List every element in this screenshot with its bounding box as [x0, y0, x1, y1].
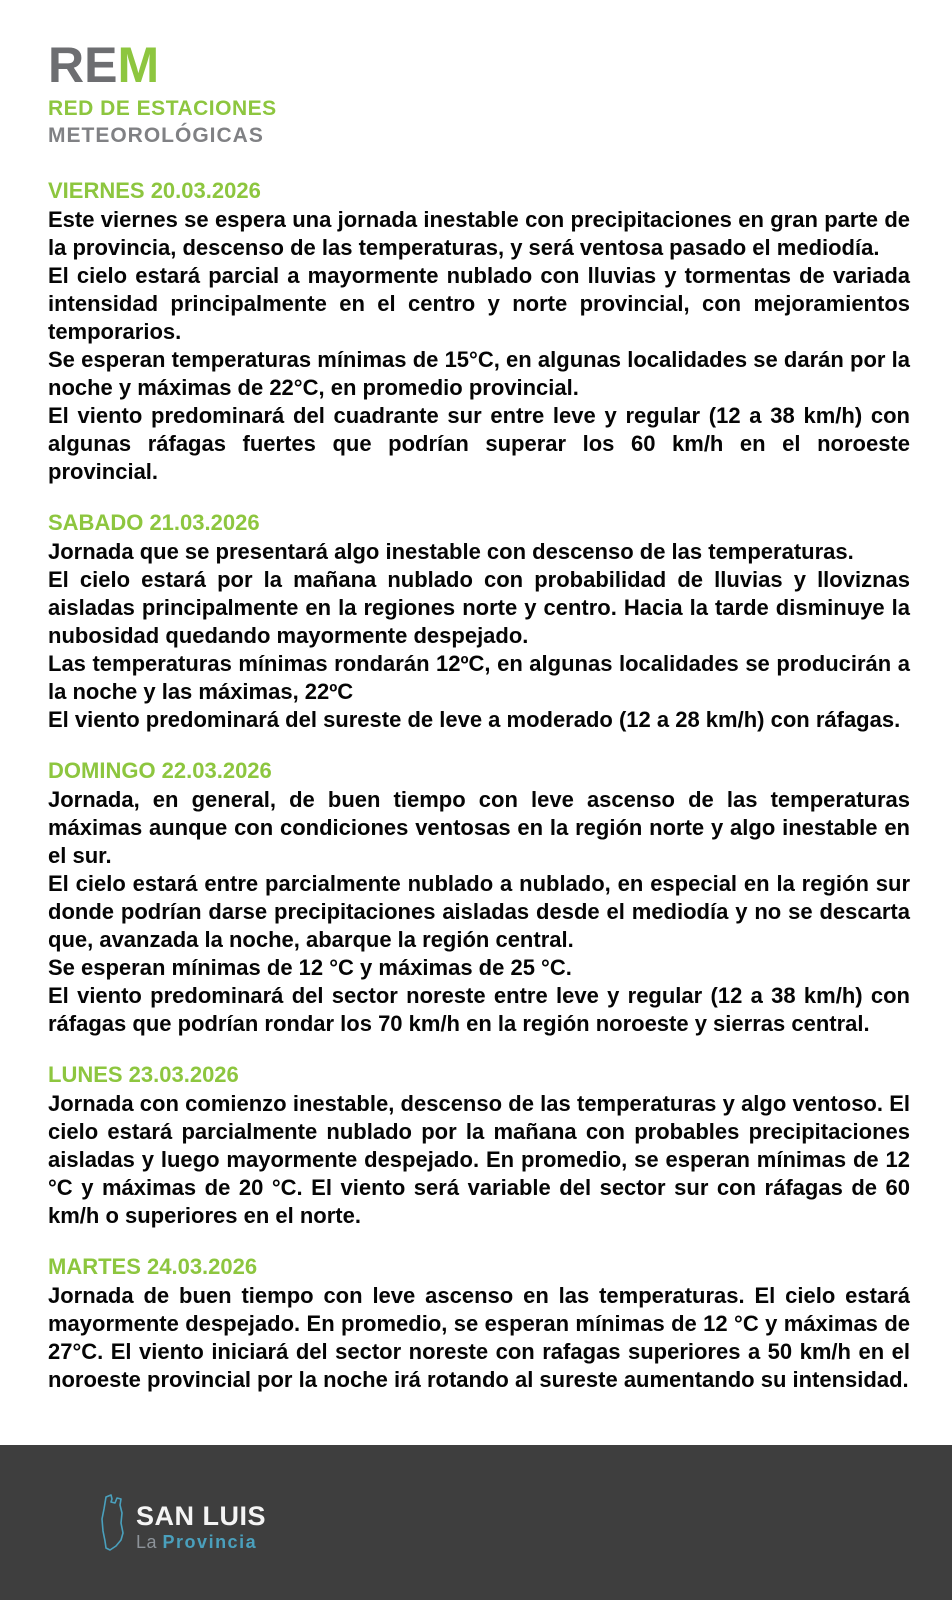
forecast-content	[0, 148, 952, 1445]
forecast-section-martes	[48, 1254, 910, 1394]
day-heading-lunes: LUNES 23.03.2026	[48, 1062, 239, 1087]
san-luis-tagline-word: Provincia	[162, 1531, 258, 1552]
forecast-paragraph: Jornada con comienzo inestable, descenso de las temperaturas y algo ventoso. El cielo estará parcialmente nublado por la mañana con probables precipitaciones aisladas y luego mayormente despejado. En promedio, se esperan mínimas de 12 °C y máximas de 20 °C. El viento será variable del sector sur con ráfagas de 60 km/h o superiores en el norte.	[48, 1091, 910, 1228]
forecast-paragraph: El cielo estará parcial a mayormente nublado con lluvias y tormentas de variada intensidad principalmente en el centro y norte provincial, con mejoramientos temporarios.	[48, 263, 910, 344]
rem-subtitle-line2: METEOROLÓGICAS	[48, 124, 264, 147]
forecast-section-domingo	[48, 758, 910, 1038]
footer	[0, 1445, 952, 1600]
rem-logo-gray-letters: RE	[48, 37, 118, 93]
forecast-paragraph: El viento predominará del sector noreste entre leve y regular (12 a 38 km/h) con ráfagas que podrían rondar los 70 km/h en la región noroeste y sierras central.	[48, 983, 910, 1036]
day-heading-sabado: SABADO 21.03.2026	[48, 510, 260, 535]
san-luis-tagline-prefix: La	[136, 1531, 158, 1552]
rem-logo	[48, 37, 912, 93]
forecast-paragraph: El cielo estará entre parcialmente nublado a nublado, en especial en la región sur donde podrían darse precipitaciones aisladas desde el mediodía y no se descarta que, avanzada la noche, abarque la región central.	[48, 871, 910, 952]
forecast-paragraph: Se esperan temperaturas mínimas de 15°C, en algunas localidades se darán por la noche y máximas de 22°C, en promedio provincial.	[48, 347, 910, 400]
san-luis-brand: SAN LUIS	[136, 1500, 267, 1531]
forecast-paragraph: Se esperan mínimas de 12 °C y máximas de 25 °C.	[48, 955, 572, 980]
rem-logo-green-letter: M	[117, 37, 160, 93]
san-luis-tagline	[136, 1533, 266, 1551]
forecast-section-lunes	[48, 1062, 910, 1230]
forecast-paragraph: El viento predominará del cuadrante sur entre leve y regular (12 a 38 km/h) con algunas ráfagas fuertes que podrían superar los 60 km/h en el noroeste provincial.	[48, 403, 910, 484]
forecast-paragraph: El cielo estará por la mañana nublado con probabilidad de lluvias y lloviznas aisladas principalmente en la regiones norte y centro. Hacia la tarde disminuye la nubosidad quedando mayormente despejado.	[48, 567, 910, 648]
forecast-section-sabado	[48, 510, 910, 734]
san-luis-province-outline-icon	[95, 1493, 129, 1553]
day-heading-domingo: DOMINGO 22.03.2026	[48, 758, 272, 783]
forecast-paragraph: El viento predominará del sureste de leve a moderado (12 a 28 km/h) con ráfagas.	[48, 707, 901, 732]
forecast-paragraph: Este viernes se espera una jornada inestable con precipitaciones en gran parte de la provincia, descenso de las temperaturas, y será ventosa pasado el mediodía.	[48, 207, 910, 260]
day-heading-martes: MARTES 24.03.2026	[48, 1254, 258, 1279]
rem-header	[0, 0, 952, 148]
san-luis-logo-text	[136, 1495, 266, 1551]
day-heading-viernes: VIERNES 20.03.2026	[48, 178, 261, 203]
san-luis-logo	[95, 1493, 266, 1553]
forecast-paragraph: Jornada de buen tiempo con leve ascenso en las temperaturas. El cielo estará mayormente despejado. En promedio, se esperan mínimas de 12 °C y máximas de 27°C. El viento iniciará del sector noreste con rafagas superiores a 50 km/h en el noroeste provincial por la noche irá rotando al sureste aumentando su intensidad.	[48, 1283, 910, 1392]
forecast-section-viernes	[48, 178, 910, 486]
forecast-paragraph: Las temperaturas mínimas rondarán 12ºC, en algunas localidades se producirán a la noche y las máximas, 22ºC	[48, 651, 910, 704]
forecast-paragraph: Jornada que se presentará algo inestable con descenso de las temperaturas.	[48, 539, 854, 564]
rem-subtitle-line1: RED DE ESTACIONES	[48, 97, 277, 120]
forecast-paragraph: Jornada, en general, de buen tiempo con leve ascenso de las temperaturas máximas aunque con condiciones ventosas en la región norte y algo inestable en el sur.	[48, 787, 910, 868]
